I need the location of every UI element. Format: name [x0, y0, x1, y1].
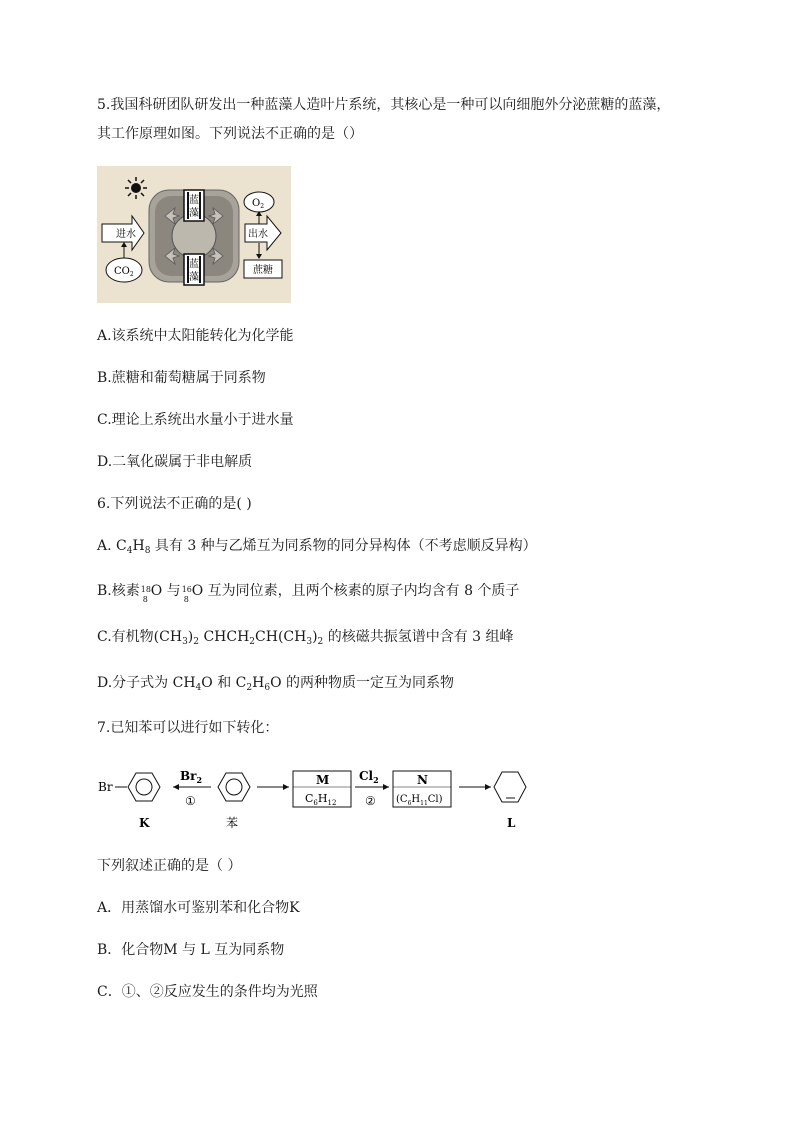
q6-stem: 6.下列说法不正确的是( ) — [97, 496, 252, 512]
m-label: M — [316, 773, 330, 787]
q5-stem-line2: 其工作原理如图。下列说法不正确的是（） — [97, 126, 363, 142]
benzene-ring-k — [128, 773, 160, 801]
algae-top-char1: 蓝 — [189, 195, 199, 206]
outlet-label: 出水 — [248, 229, 268, 240]
artificial-leaf-diagram — [97, 166, 291, 303]
benzene-reaction-scheme — [97, 763, 537, 838]
q6-option-c: C.有机物$(CH_3)_2$ $CHCH_2CH(CH_3)_2$ 的核磁共振氢谱中含有 3 组峰 — [97, 629, 514, 647]
step-1: ① — [185, 794, 196, 808]
m-formula: C — [305, 792, 314, 805]
n-label: N — [417, 773, 428, 787]
benzene-ring — [218, 773, 250, 801]
q7-question: 下列叙述正确的是（ ） — [97, 858, 242, 874]
q6-option-a: A. $C_4H_8$ 具有 3 种与乙烯互为同系物的同分异构体（不考虑顺反异构） — [97, 538, 537, 556]
svg-text:O2: $O_2$ — [252, 198, 265, 210]
q5-stem-line1: 5.我国科研团队研发出一种蓝藻人造叶片系统，其核心是一种可以向细胞外分泌蔗糖的蓝藻， — [97, 97, 671, 113]
algae-top-char2: 藻 — [189, 208, 199, 219]
svg-text:Br2: $Br_2$ — [180, 769, 203, 785]
sucrose-label: 蔗糖 — [253, 265, 273, 276]
q5-option-d: D.二氧化碳属于非电解质 — [97, 454, 253, 470]
br-substituent: Br — [98, 780, 113, 794]
q6-option-b: B.核素 18 8 O 与 16 8 O 互为同位素，且两个核素的原子内均含有 8 个质子 — [97, 583, 520, 604]
o2-label: O — [252, 198, 261, 209]
l-label: L — [507, 816, 516, 830]
q6-option-d: D.分子式为 $CH_4O$ 和 $C_2H_6O$ 的两种物质一定互为同系物 — [97, 675, 454, 693]
n-formula: (C — [396, 794, 408, 805]
q7-stem: 7.已知苯可以进行如下转化： — [97, 720, 279, 736]
q5-option-b: B.蔗糖和葡萄糖属于同系物 — [97, 370, 266, 386]
cyclohexene-ring-l — [494, 772, 526, 802]
algae-bottom-char1: 蓝 — [189, 259, 199, 270]
q5-option-c: C.理论上系统出水量小于进水量 — [97, 412, 294, 428]
algae-bottom-char2: 藻 — [189, 272, 199, 283]
inlet-label: 进水 — [116, 229, 136, 240]
br2-reagent: Br — [180, 769, 197, 783]
benzene-label: 苯 — [226, 816, 239, 830]
svg-text:(C6H11Cl): $(C_6H_{11}Cl)$ — [396, 794, 443, 807]
k-label: K — [139, 816, 150, 830]
svg-text:CO2: $CO_2$ — [114, 266, 134, 278]
q7-option-c: C．①、②反应发生的条件均为光照 — [97, 984, 318, 1000]
q5-option-a: A.该系统中太阳能转化为化学能 — [97, 328, 294, 344]
svg-text:Cl2: $Cl_2$ — [359, 769, 379, 785]
q7-option-b: B．化合物M 与 L 互为同系物 — [97, 942, 285, 958]
cl2-reagent: Cl — [359, 769, 374, 783]
svg-text:C6H12: $C_6H_{12}$ — [305, 792, 337, 807]
co2-label: CO — [114, 266, 130, 277]
step-2: ② — [365, 794, 376, 808]
sun-icon — [125, 177, 147, 199]
q7-option-a: A．用蒸馏水可鉴别苯和化合物K — [97, 900, 300, 916]
